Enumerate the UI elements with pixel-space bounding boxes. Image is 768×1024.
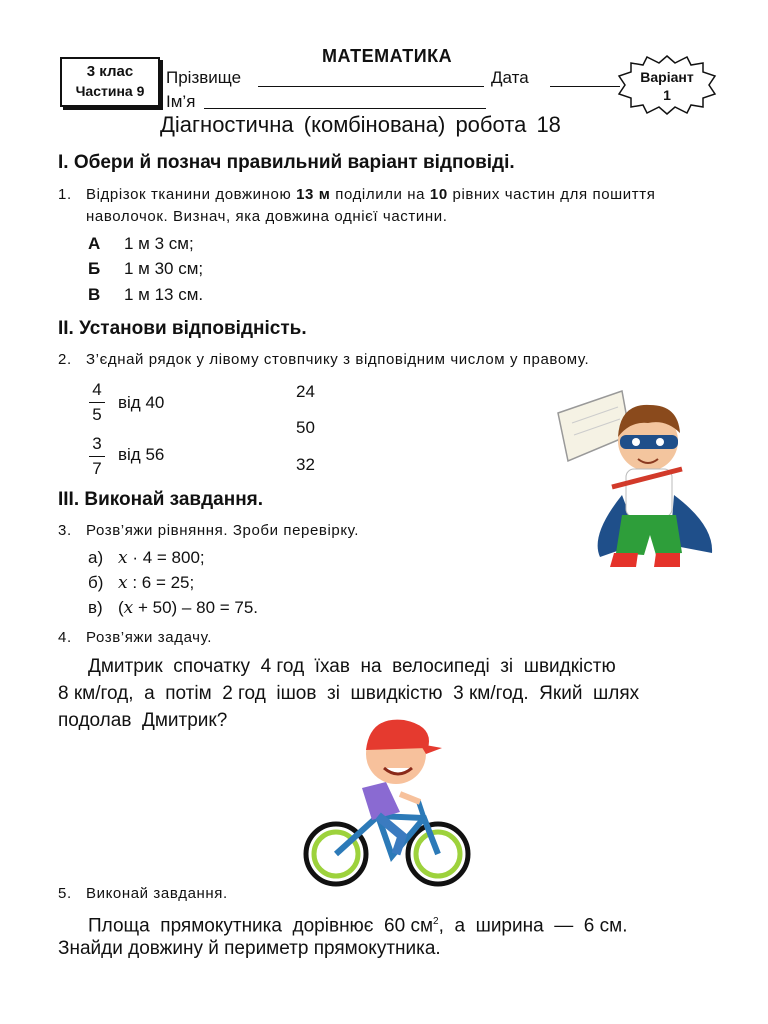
section-2-title: II. Установи відповідність. [58, 318, 307, 339]
date-label: Дата [491, 68, 529, 87]
variant-badge [617, 55, 717, 115]
task-3-number: 3. [58, 522, 72, 539]
task-2-text: 2. З’єднай рядок у лівому стовпчику з відповідним числом у правому. [58, 351, 590, 368]
option-c[interactable]: В 1 м 13 см. [88, 285, 204, 304]
starburst-icon [617, 55, 717, 115]
name-field[interactable] [204, 108, 486, 109]
variant-number: 1 [663, 87, 671, 103]
name-label: Ім’я [166, 92, 196, 111]
task-2-number: 2. [58, 351, 72, 368]
superhero-boy-illustration [552, 385, 727, 580]
equation-b: б) x : 6 = 25; [88, 573, 195, 593]
right-value-1: 24 [296, 382, 315, 401]
task-3-text: 3. Розв’яжи рівняння. Зроби перевірку. [58, 522, 360, 539]
work-title: Діагностична (комбінована) робота 18 [160, 112, 561, 137]
left-row-1-text: від 40 [118, 393, 165, 412]
left-row-2-text: від 56 [118, 445, 165, 464]
right-value-3: 32 [296, 455, 315, 474]
task-5-text: 5. Виконай завдання. [58, 885, 228, 902]
option-a[interactable]: А 1 м 3 см; [88, 234, 194, 253]
subject-title: МАТЕМАТИКА [322, 46, 453, 66]
task-1-text-line2: наволочок. Визнач, яка довжина однієї частини. [86, 208, 448, 225]
right-value-2: 50 [296, 418, 315, 437]
task-5-number: 5. [58, 885, 72, 902]
task-5-problem-line2: Знайди довжину й периметр прямокутника. [58, 938, 441, 959]
surname-field[interactable] [258, 86, 484, 87]
equation-a: а) x · 4 = 800; [88, 548, 205, 568]
surname-label: Прізвище [166, 68, 242, 87]
task-4-text: 4. Розв’яжи задачу. [58, 629, 212, 646]
task-4-number: 4. [58, 629, 72, 646]
section-3-title: III. Виконай завдання. [58, 489, 264, 510]
equation-c: в) (x + 50) – 80 = 75. [88, 598, 259, 618]
class-box [60, 57, 160, 107]
task-4-problem-line2: 8 км/год, а потім 2 год ішов зі швидкістю 3 км/год. Який шлях [58, 683, 640, 704]
variant-label: Варіант [640, 69, 694, 85]
task-5-problem-line1: Площа прямокутника дорівнює 60 $см^2$, а ширина — 6 см. [88, 915, 628, 937]
bicycle-boy-illustration [300, 708, 476, 894]
section-1-title: I. Обери й познач правильний варіант відповіді. [58, 152, 515, 173]
task-4-problem-line3: подолав Дмитрик? [58, 710, 228, 731]
task-1-text: 1. Відрізок тканини довжиною 13 м поділили на 10 рівних частин для пошиття [58, 186, 656, 203]
class-label: 3 клас [86, 63, 134, 80]
fraction-3-7: 3 7 [89, 434, 105, 479]
option-b[interactable]: Б 1 м 30 см; [88, 259, 204, 278]
fraction-4-5: 4 5 [89, 380, 105, 425]
task-1-number: 1. [58, 186, 72, 203]
part-label: Частина 9 [75, 83, 145, 99]
date-field[interactable] [550, 86, 620, 87]
task-4-problem-line1: Дмитрик спочатку 4 год їхав на велосипеді зі швидкістю [88, 656, 616, 677]
